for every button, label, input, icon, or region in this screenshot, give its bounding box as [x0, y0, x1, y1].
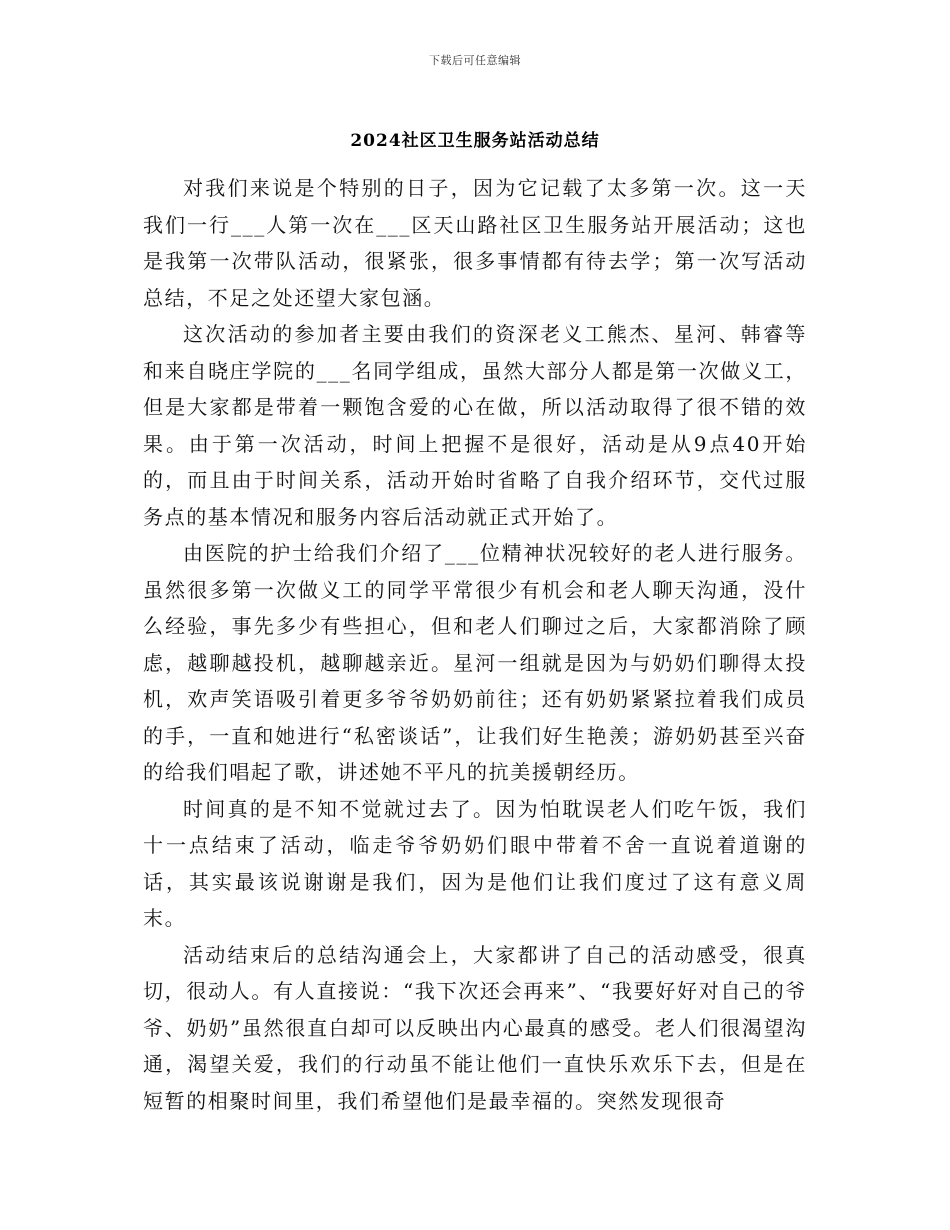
header-note: 下载后可任意编辑	[429, 54, 521, 67]
paragraph-5: 活动结束后的总结沟通会上，大家都讲了自己的活动感受，很真切，很动人。有人直接说：“我下次还会再来”、“我要好好对自己的爷爷、奶奶”虽然很直白却可以反映出内心最真的感受。老人们很渴望沟通，渴望关爱，我们的行动虽不能让他们一直快乐欢乐下去，但是在短暂的相聚时间里，我们希望他们是最幸福的。突然发现很奇	[143, 942, 807, 1113]
paragraph-4: 时间真的是不知不觉就过去了。因为怕耽误老人们吃午饭，我们十一点结束了活动，临走爷爷奶奶们眼中带着不舍一直说着道谢的话，其实最该说谢谢是我们，因为是他们让我们度过了这有意义周末。	[143, 796, 807, 930]
paragraph-3: 由医院的护士给我们介绍了___位精神状况较好的老人进行服务。虽然很多第一次做义工的同学平常很少有机会和老人聊天沟通，没什么经验，事先多少有些担心，但和老人们聊过之后，大家都消除了顾虑，越聊越投机，越聊越亲近。星河一组就是因为与奶奶们聊得太投机，欢声笑语吸引着更多爷爷奶奶前往；还有奶奶紧紧拉着我们成员的手，一直和她进行“私密谈话”，让我们好生艳羡；游奶奶甚至兴奋的给我们唱起了歌，讲述她不平凡的抗美援朝经历。	[143, 541, 807, 784]
document-body	[143, 170, 807, 1119]
document-title: 2024社区卫生服务站活动总结	[350, 131, 600, 151]
paragraph-1: 对我们来说是个特别的日子，因为它记载了太多第一次。这一天我们一行___人第一次在___区天山路社区卫生服务站开展活动；这也是我第一次带队活动，很紧张，很多事情都有待去学；第一次写活动总结，不足之处还望大家包涵。	[143, 176, 807, 310]
paragraph-2: 这次活动的参加者主要由我们的资深老义工熊杰、星河、韩睿等和来自晓庄学院的___名同学组成，虽然大部分人都是第一次做义工，但是大家都是带着一颗饱含爱的心在做，所以活动取得了很不错的效果。由于第一次活动，时间上把握不是很好，活动是从9点40开始的，而且由于时间关系，活动开始时省略了自我介绍环节，交代过服务点的基本情况和服务内容后活动就正式开始了。	[143, 322, 807, 529]
